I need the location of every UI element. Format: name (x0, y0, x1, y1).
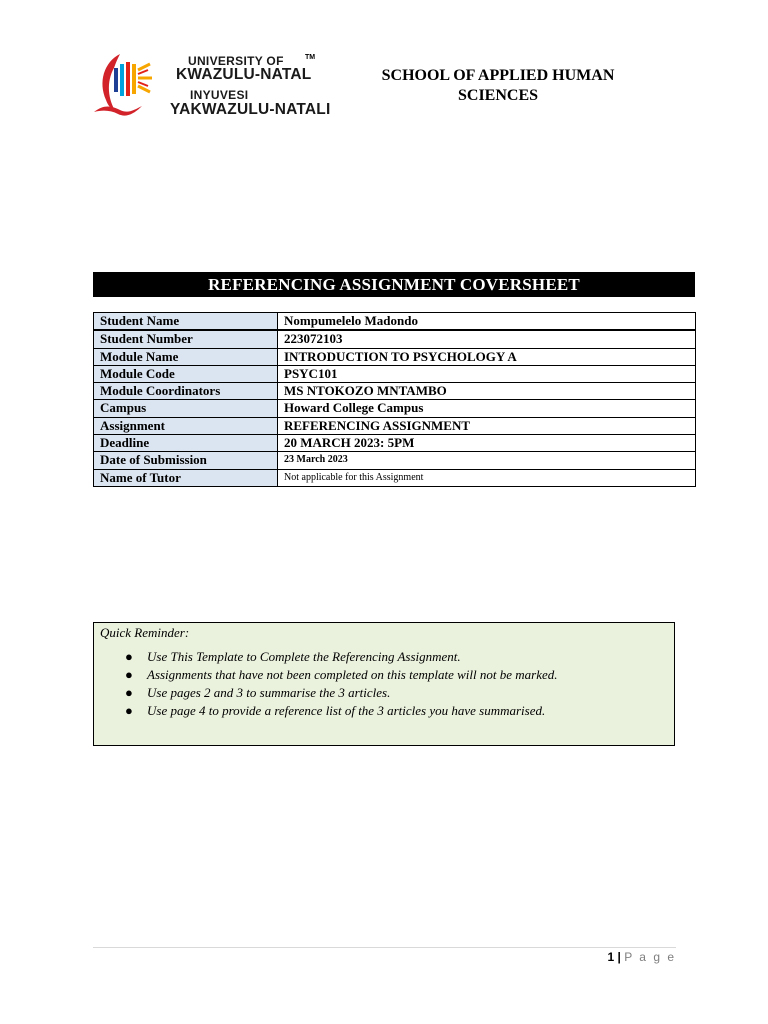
university-logo (90, 48, 331, 122)
table-row (94, 383, 696, 400)
row-value: Nompumelelo Madondo (278, 313, 696, 331)
footer-divider (93, 947, 676, 948)
school-heading (340, 66, 656, 106)
list-item-text: Use This Template to Complete the Referencing Assignment. (147, 649, 461, 664)
list-item (125, 684, 558, 702)
row-value: PSYC101 (278, 365, 696, 382)
logo-line-3: INYUVESI (190, 88, 249, 102)
row-value: INTRODUCTION TO PSYCHOLOGY A (278, 348, 696, 365)
bullet-icon: ● (125, 667, 133, 682)
page-footer (607, 950, 676, 964)
logo-line-4: YAKWAZULU-NATALI (170, 101, 331, 118)
table-row (94, 348, 696, 365)
table-row (94, 313, 696, 331)
page-number: 1 (607, 950, 615, 964)
row-value: 20 MARCH 2023: 5PM (278, 435, 696, 452)
logo-line-2: KWAZULU-NATAL (176, 66, 312, 83)
row-label: Assignment (94, 417, 278, 434)
row-label: Student Number (94, 330, 278, 348)
ukzn-emblem-icon (90, 48, 174, 122)
list-item-text: Assignments that have not been completed on this template will not be marked. (147, 667, 558, 682)
student-info-table (93, 312, 696, 487)
list-item (125, 648, 558, 666)
table-row (94, 400, 696, 417)
coversheet-title: REFERENCING ASSIGNMENT COVERSHEET (93, 272, 695, 297)
school-line-2: SCIENCES (457, 87, 539, 104)
quick-reminder-box (93, 622, 675, 746)
table-row (94, 365, 696, 382)
row-label: Module Code (94, 365, 278, 382)
table-row (94, 330, 696, 348)
row-value: 23 March 2023 (278, 452, 696, 469)
row-label: Student Name (94, 313, 278, 331)
row-value: Howard College Campus (278, 400, 696, 417)
bullet-icon: ● (125, 685, 133, 700)
row-value: REFERENCING ASSIGNMENT (278, 417, 696, 434)
table-row (94, 435, 696, 452)
bullet-icon: ● (125, 703, 133, 718)
trademark: TM (305, 54, 316, 61)
table-row (94, 452, 696, 469)
list-item-text: Use page 4 to provide a reference list of the 3 articles you have summarised. (147, 703, 546, 718)
logo-line-1: UNIVERSITY OF (188, 54, 284, 68)
row-value: 223072103 (278, 330, 696, 348)
row-label: Name of Tutor (94, 469, 278, 486)
list-item (125, 702, 558, 720)
list-item-text: Use pages 2 and 3 to summarise the 3 articles. (147, 685, 391, 700)
page-separator: | (617, 950, 621, 964)
row-label: Deadline (94, 435, 278, 452)
reminder-list (94, 648, 558, 720)
table-row (94, 417, 696, 434)
table-row (94, 469, 696, 486)
row-label: Module Name (94, 348, 278, 365)
row-label: Date of Submission (94, 452, 278, 469)
list-item (125, 666, 558, 684)
row-label: Campus (94, 400, 278, 417)
row-label: Module Coordinators (94, 383, 278, 400)
reminder-title: Quick Reminder: (100, 625, 190, 640)
row-value: Not applicable for this Assignment (278, 469, 696, 486)
page-label: P a g e (624, 950, 676, 964)
bullet-icon: ● (125, 649, 133, 664)
row-value: MS NTOKOZO MNTAMBO (278, 383, 696, 400)
school-line-1: SCHOOL OF APPLIED HUMAN (381, 67, 615, 84)
